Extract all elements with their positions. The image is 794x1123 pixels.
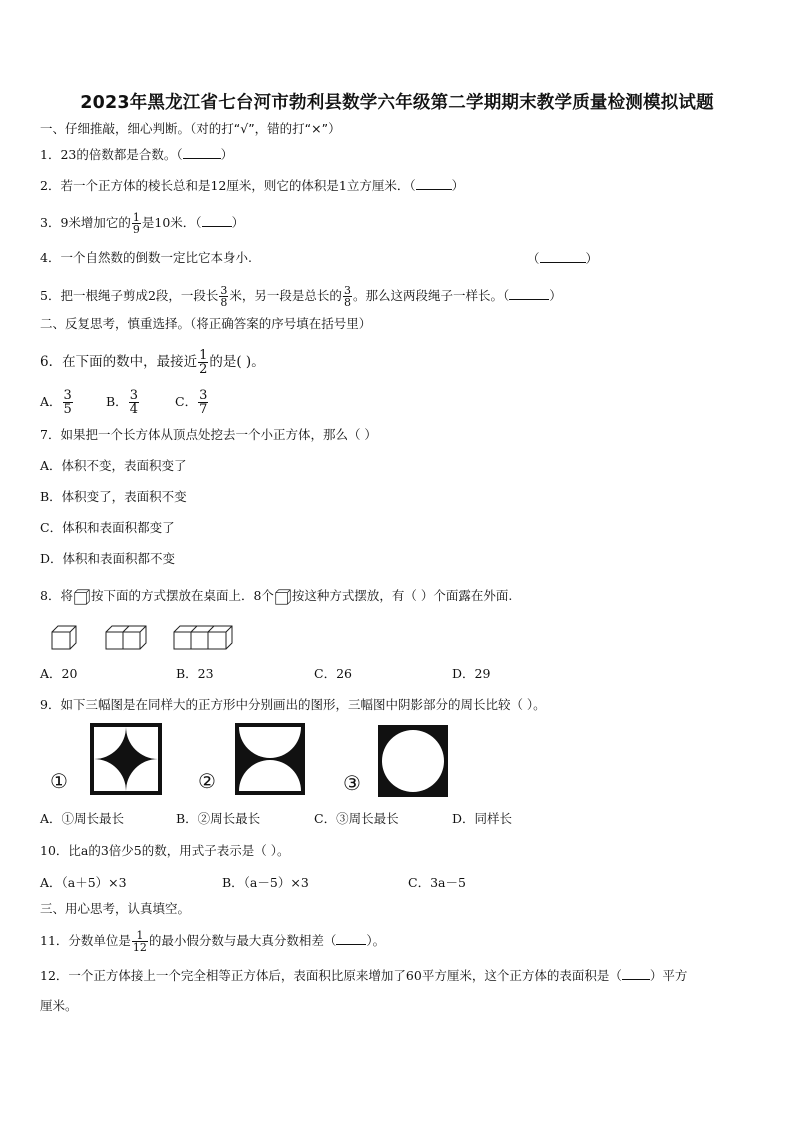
fraction: $\frac{3}{4}$	[129, 388, 138, 417]
figure-2-square-with-semicircles	[235, 723, 305, 795]
q10-option-a[interactable]: A．（a＋5）×3	[40, 875, 127, 890]
question-5: 5．把一根绳子剪成2段，一段长 $\frac{3}{8}$ 米，另一段是总长的 $\frac{3}{8}$ 。那么这两段绳子一样长。（ ）	[40, 284, 562, 309]
q7-option-b[interactable]: B．体积变了，表面积不变	[40, 489, 187, 504]
question-2: 2．若一个正方体的棱长总和是12厘米，则它的体积是1立方厘米．（ ）	[40, 178, 465, 193]
question-9: 9．如下三幅图是在同样大的正方形中分别画出的图形，三幅图中阴影部分的周长比较（ ）。	[40, 697, 546, 712]
answer-blank[interactable]	[509, 287, 549, 300]
question-7: 7．如果把一个长方体从顶点处挖去一个小正方体，那么（ ）	[40, 427, 377, 442]
q9-option-c[interactable]: C．③周长最长	[314, 811, 399, 826]
answer-blank[interactable]	[183, 146, 221, 159]
figure-label-2: ②	[198, 769, 216, 793]
question-4-paren: （ ）	[527, 251, 599, 266]
figure-label-1: ①	[50, 769, 68, 793]
fraction: $\frac{3}{8}$	[220, 284, 228, 309]
question-11: 11．分数单位是 $\frac{1}{12}$ 的最小假分数与最大真分数相差（ ）。	[40, 929, 386, 954]
answer-blank[interactable]	[336, 932, 366, 945]
figure-3-square-with-circle	[378, 725, 448, 797]
section-2-heading: 二、反复思考，慎重选择。（将正确答案的序号填在括号里）	[40, 316, 372, 331]
q6-option-c[interactable]: C． $\frac{3}{7}$	[175, 388, 208, 417]
fraction: $\frac{3}{5}$	[63, 388, 72, 417]
answer-blank[interactable]	[202, 214, 232, 227]
fraction: $\frac{1}{2}$	[199, 348, 208, 377]
fraction: $\frac{1}{9}$	[132, 211, 140, 236]
question-10: 10．比a的3倍少5的数，用式子表示是（ ）。	[40, 843, 290, 858]
question-8: 8．将 按下面的方式摆放在桌面上．8个 按这种方式摆放，有（ ）个面露在外面.	[40, 588, 513, 603]
q7-option-d[interactable]: D．体积和表面积都不变	[40, 551, 176, 566]
question-4: 4．一个自然数的倒数一定比它本身小.	[40, 250, 252, 265]
question-1: 1．23的倍数都是合数。（ ）	[40, 147, 234, 162]
question-3: 3．9米增加它的 $\frac{1}{9}$ 是10米．（ ）	[40, 211, 245, 236]
question-12-continued: 厘米。	[40, 998, 78, 1013]
cube-icon	[74, 589, 90, 605]
answer-blank[interactable]	[416, 177, 452, 190]
answer-blank[interactable]	[622, 967, 650, 980]
q7-option-c[interactable]: C．体积和表面积都变了	[40, 520, 175, 535]
q8-option-d[interactable]: D．29	[452, 666, 491, 681]
q8-option-a[interactable]: A．20	[40, 666, 78, 681]
page-title: 2023年黑龙江省七台河市勃利县数学六年级第二学期期末教学质量检测模拟试题	[80, 93, 714, 113]
q6-option-b[interactable]: B． $\frac{3}{4}$	[106, 388, 138, 417]
q9-option-a[interactable]: A．①周长最长	[40, 811, 125, 826]
q9-option-d[interactable]: D．同样长	[452, 811, 513, 826]
q9-option-b[interactable]: B．②周长最长	[176, 811, 261, 826]
fraction: $\frac{3}{8}$	[343, 284, 351, 309]
cube-icon	[275, 589, 291, 605]
question-6: 6．在下面的数中，最接近 $\frac{1}{2}$ 的是( )。	[40, 348, 265, 377]
q10-option-b[interactable]: B．（a－5）×3	[222, 875, 309, 890]
q6-option-a[interactable]: A． $\frac{3}{5}$	[40, 388, 72, 417]
fraction: $\frac{1}{12}$	[132, 929, 147, 954]
answer-blank[interactable]	[540, 250, 586, 263]
q8-option-c[interactable]: C．26	[314, 666, 352, 681]
section-1-heading: 一、仔细推敲，细心判断。（对的打“√”，错的打“×”）	[40, 121, 341, 136]
cube-arrangement-figure	[50, 624, 240, 650]
figure-1-square-with-star	[90, 723, 162, 795]
figure-label-3: ③	[343, 771, 361, 795]
question-12: 12．一个正方体接上一个完全相等正方体后，表面积比原来增加了60平方厘米，这个正方体的表面积是（ ）平方	[40, 968, 688, 983]
q8-option-b[interactable]: B．23	[176, 666, 214, 681]
fraction: $\frac{3}{7}$	[199, 388, 208, 417]
section-3-heading: 三、用心思考，认真填空。	[40, 901, 191, 916]
q10-option-c[interactable]: C．3a－5	[408, 875, 466, 890]
q7-option-a[interactable]: A．体积不变，表面积变了	[40, 458, 187, 473]
